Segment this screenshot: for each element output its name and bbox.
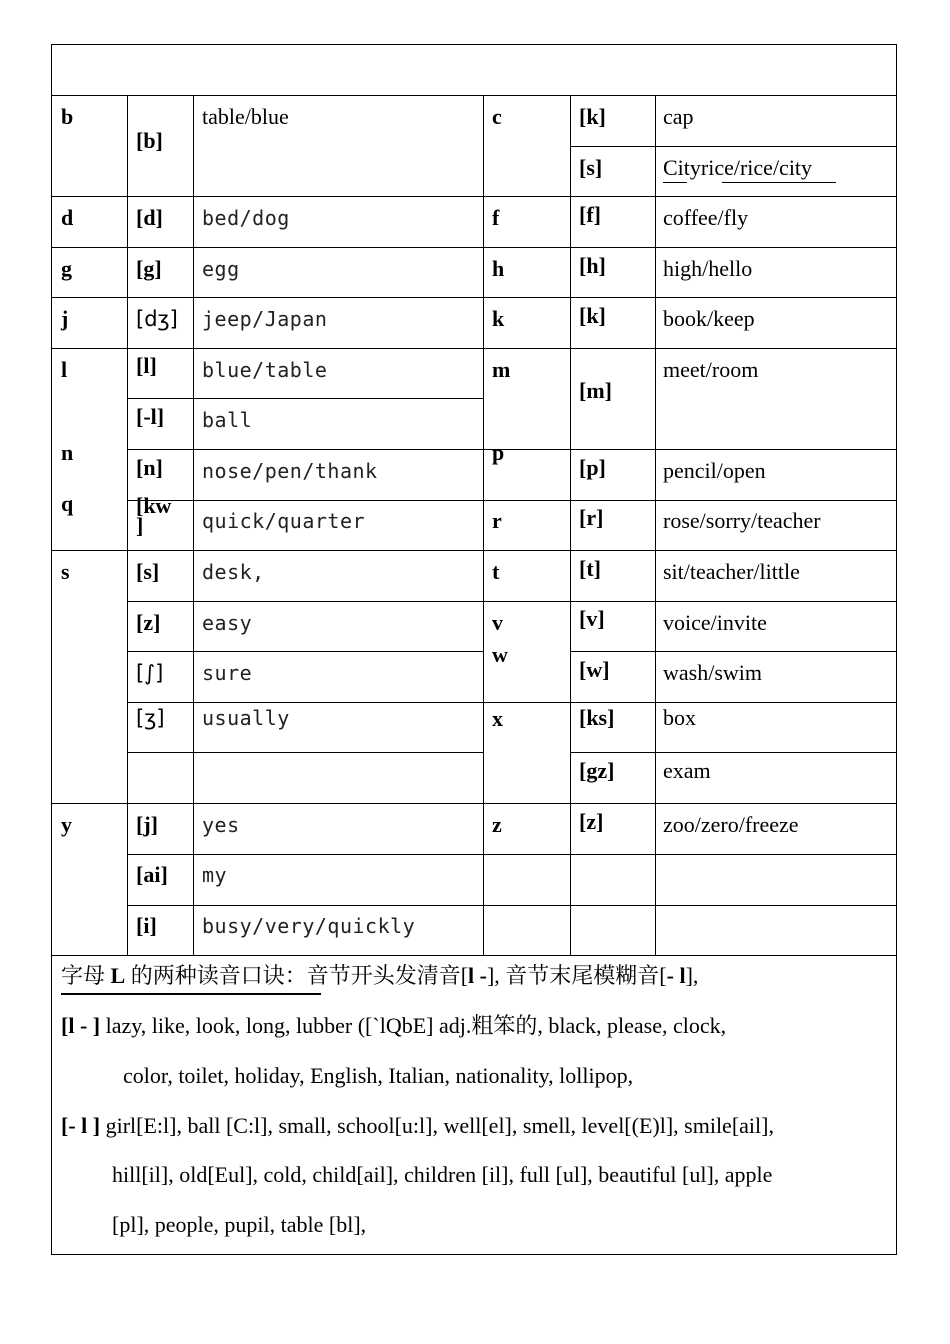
example-cell: box	[663, 705, 696, 730]
example-cell: jeep/Japan	[202, 307, 328, 331]
grid-line	[127, 752, 483, 753]
example-cell: quick/quarter	[202, 509, 366, 533]
letter-cell: s	[61, 559, 70, 584]
grid-line	[570, 95, 571, 955]
letter-cell: x	[492, 706, 503, 731]
example-cell: pencil/open	[663, 458, 766, 483]
phoneme-cell: [m]	[579, 378, 612, 403]
example-cell: blue/table	[202, 358, 328, 382]
example-cell: rose/sorry/teacher	[663, 508, 821, 533]
phoneme-cell: [l]	[136, 353, 157, 378]
example-cell: Cityrice/rice/city	[663, 155, 813, 180]
phoneme-cell: [d]	[136, 205, 163, 230]
grid-line	[51, 247, 897, 248]
phoneme-cell: [-l]	[136, 404, 165, 429]
example-cell: book/keep	[663, 306, 755, 331]
phoneme-cell: [dʒ]	[136, 307, 178, 331]
example-cell: meet/room	[663, 357, 759, 382]
grid-line	[127, 500, 897, 501]
example-cell: easy	[202, 611, 253, 635]
example-cell: egg	[202, 257, 240, 281]
grid-line	[127, 449, 897, 450]
grid-line	[483, 95, 484, 955]
grid-line	[51, 95, 897, 96]
grid-line	[127, 702, 897, 703]
phoneme-cell: [h]	[579, 253, 606, 278]
phoneme-cell: [r]	[579, 505, 604, 530]
example-cell: high/hello	[663, 256, 753, 281]
grid-line	[51, 297, 897, 298]
grid-line	[51, 955, 897, 956]
phoneme-cell: [p]	[579, 455, 606, 480]
letter-cell: r	[492, 508, 502, 533]
example-cell: yes	[202, 813, 240, 837]
letter-cell: v	[492, 610, 503, 635]
phoneme-cell: [gz]	[579, 758, 615, 783]
letter-cell: w	[492, 642, 508, 667]
example-cell: bed/dog	[202, 206, 290, 230]
grid-line	[655, 95, 656, 955]
phoneme-cell: [kw ]	[136, 493, 172, 538]
grid-line	[127, 95, 128, 955]
underline-mark	[722, 182, 836, 183]
letter-cell: n	[61, 440, 74, 465]
letter-cell: z	[492, 812, 502, 837]
phoneme-cell: [w]	[579, 657, 610, 682]
letter-cell: c	[492, 104, 502, 129]
grid-line	[127, 905, 897, 906]
phoneme-cell: [∫]	[136, 661, 164, 685]
example-cell: sure	[202, 661, 253, 685]
grid-line	[51, 196, 897, 197]
example-cell: coffee/fly	[663, 205, 749, 230]
phoneme-cell: [t]	[579, 556, 601, 581]
grid-line	[127, 398, 483, 399]
example-cell: nose/pen/thank	[202, 459, 378, 483]
phoneme-cell: [z]	[579, 809, 604, 834]
example-cell: sit/teacher/little	[663, 559, 800, 584]
phoneme-cell: [k]	[579, 303, 606, 328]
grid-line	[127, 601, 897, 602]
example-cell: wash/swim	[663, 660, 762, 685]
grid-line	[127, 854, 897, 855]
grid-line	[193, 95, 194, 955]
letter-cell: l	[61, 357, 68, 382]
grid-line	[127, 651, 483, 652]
example-cell: usually	[202, 706, 290, 730]
letter-cell: y	[61, 812, 72, 837]
grid-line	[570, 651, 897, 652]
phoneme-cell: [s]	[579, 155, 603, 180]
phoneme-cell: [b]	[136, 128, 163, 153]
notes-line: [l - ] lazy, like, look, long, lubber ([`lQbE] adj.粗笨的, black, please, clock,	[61, 1013, 727, 1038]
notes-line: hill[il], old[Eul], cold, child[ail], children [il], full [ul], beautiful [ul], apple	[112, 1162, 773, 1187]
example-cell: cap	[663, 104, 694, 129]
notes-line: color, toilet, holiday, English, Italian, nationality, lollipop,	[123, 1063, 634, 1088]
letter-cell: g	[61, 256, 72, 281]
letter-cell: j	[61, 306, 69, 331]
phoneme-cell: [g]	[136, 256, 162, 281]
phoneme-cell: [s]	[136, 559, 160, 584]
letter-cell: p	[492, 440, 505, 465]
phoneme-cell: [ai]	[136, 862, 168, 887]
letter-cell: h	[492, 256, 505, 281]
letter-cell: b	[61, 104, 74, 129]
grid-line	[570, 752, 897, 753]
example-cell: exam	[663, 758, 711, 783]
phoneme-cell: [v]	[579, 606, 605, 631]
phoneme-cell: [ks]	[579, 705, 615, 730]
notes-line: [pl], people, pupil, table [bl],	[112, 1212, 367, 1237]
grid-line	[570, 146, 897, 147]
phoneme-cell: [n]	[136, 455, 163, 480]
example-cell: table/blue	[202, 104, 289, 129]
example-cell: busy/very/quickly	[202, 914, 416, 938]
phoneme-cell: [k]	[579, 104, 606, 129]
example-cell: desk,	[202, 560, 265, 584]
example-cell: my	[202, 863, 228, 887]
phoneme-cell: [j]	[136, 812, 158, 837]
example-cell: voice/invite	[663, 610, 767, 635]
letter-cell: d	[61, 205, 74, 230]
letter-cell: f	[492, 205, 500, 230]
notes-line: [- l ] girl[E:l], ball [C:l], small, school[u:l], well[el], smell, level[(E)l], smile[ail],	[61, 1113, 774, 1138]
phoneme-cell: [i]	[136, 913, 157, 938]
grid-line	[51, 803, 897, 804]
phoneme-cell: [ʒ]	[136, 706, 165, 730]
underline-mark	[663, 182, 687, 183]
example-cell: ball	[202, 408, 253, 432]
letter-cell: k	[492, 306, 505, 331]
letter-cell: t	[492, 559, 500, 584]
grid-line	[51, 348, 897, 349]
title-underline	[61, 993, 321, 995]
phoneme-cell: [f]	[579, 202, 601, 227]
example-cell: zoo/zero/freeze	[663, 812, 799, 837]
letter-cell: q	[61, 491, 74, 516]
notes-title: 字母 L 的两种读音口诀：音节开头发清音[l -], 音节末尾模糊音[- l],	[61, 963, 699, 988]
letter-cell: m	[492, 357, 511, 382]
grid-line	[51, 550, 897, 551]
phoneme-cell: [z]	[136, 610, 161, 635]
